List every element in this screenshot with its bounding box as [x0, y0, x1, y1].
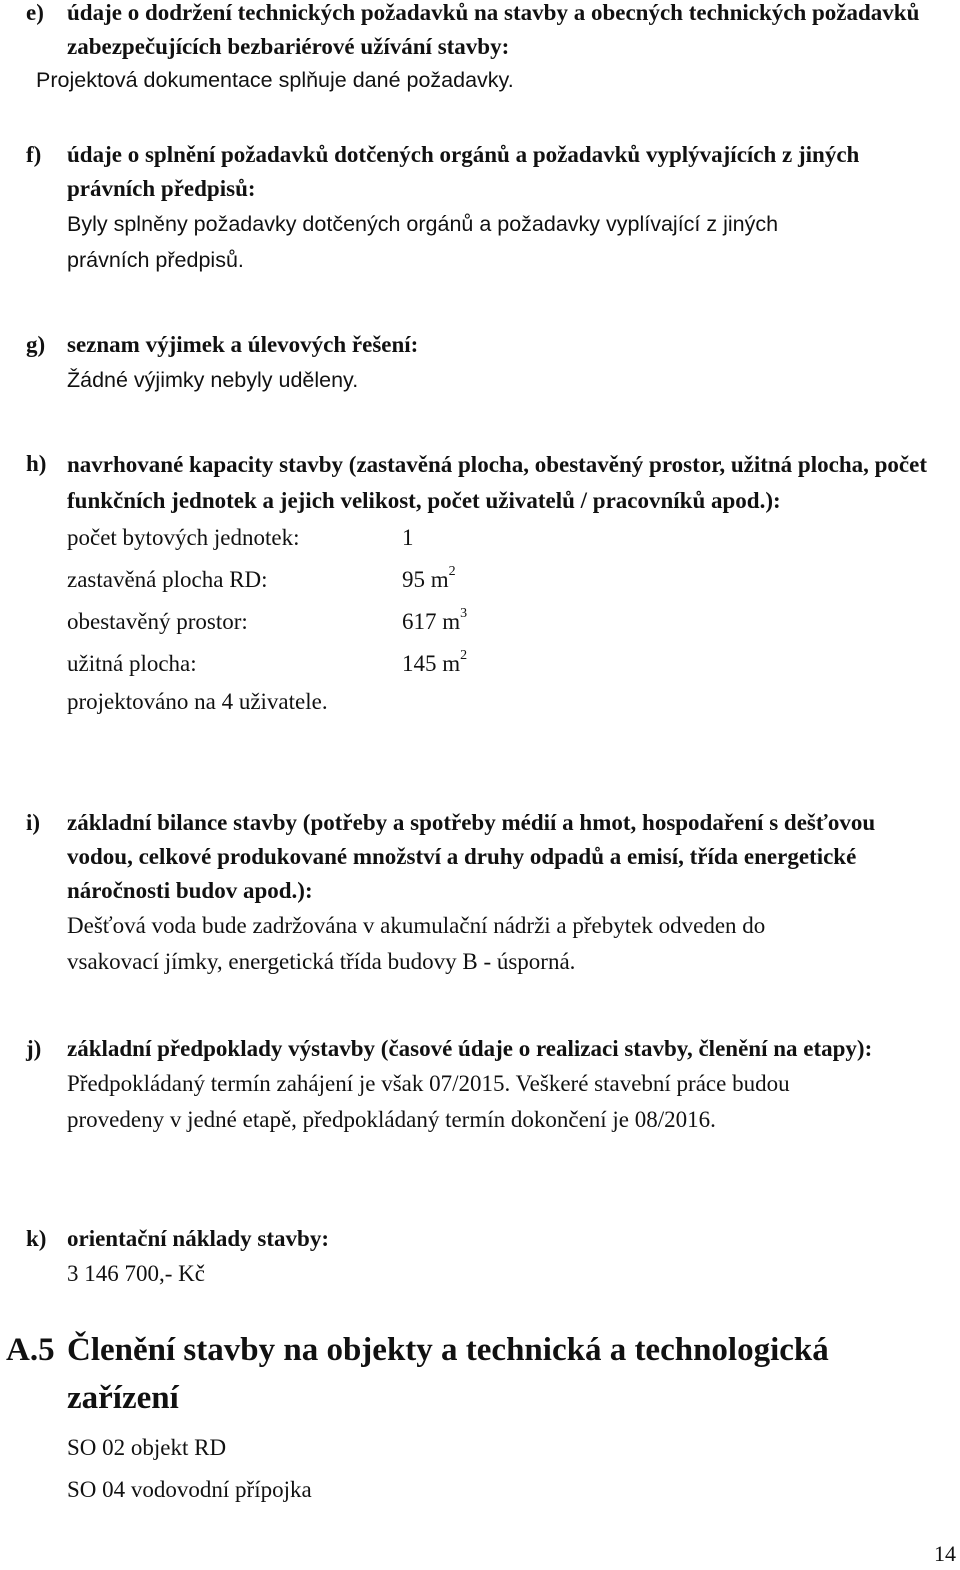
capacity-value: 617 $m^3$	[402, 606, 468, 634]
section-text: Dešťová voda bude zadržována v akumulační nádrži a přebytek odveden do	[67, 913, 766, 938]
capacity-row	[67, 519, 960, 561]
capacity-value: 1	[402, 525, 414, 550]
capacity-row	[67, 561, 960, 603]
capacity-value: 145 $m^2$	[402, 648, 468, 676]
chapter-heading	[6, 1326, 947, 1422]
page-number: 14	[934, 1541, 956, 1566]
section-h	[0, 447, 960, 717]
section-heading: seznam výjimek a úlevových řešení:	[67, 332, 419, 357]
section-heading: údaje o dodržení technických požadavků na stavby a obecných technických požadavků zabezpečujících bezbariérové užívání stavby:	[67, 0, 920, 59]
chapter-number: A.5	[6, 1332, 55, 1368]
section-k	[0, 1222, 960, 1292]
section-letter: i)	[26, 810, 41, 835]
capacity-label: počet bytových jednotek:	[67, 525, 300, 550]
object-item: SO 02 objekt RD	[67, 1435, 227, 1460]
section-heading: údaje o splnění požadavků dotčených orgánů a požadavků vyplývajících z jiných právních předpisů:	[67, 142, 860, 201]
section-text: 3 146 700,- Kč	[67, 1261, 205, 1286]
capacity-row	[67, 645, 960, 687]
section-text: Předpokládaný termín zahájení je však 07/2015. Veškeré stavební práce budou	[67, 1071, 790, 1096]
unit-exponent: 3	[460, 606, 468, 622]
section-letter: k)	[26, 1226, 47, 1251]
section-text: provedeny v jedné etapě, předpokládaný termín dokončení je 08/2016.	[67, 1107, 716, 1132]
section-i	[0, 806, 960, 980]
capacity-label: obestavěný prostor:	[67, 609, 248, 634]
object-list	[0, 1430, 960, 1508]
section-heading: základní předpoklady výstavby (časové údaje o realizaci stavby, členění na etapy):	[67, 1036, 873, 1061]
section-text: Žádné výjimky nebyly uděleny.	[67, 368, 359, 392]
section-e	[0, 0, 960, 96]
section-heading: navrhované kapacity stavby (zastavěná plocha, obestavěný prostor, užitná plocha, počet funkčních jednotek a jejich velikost, počet uživatelů / pracovníků apod.):	[67, 452, 927, 513]
section-text: právních předpisů.	[67, 248, 244, 272]
section-heading: orientační náklady stavby:	[67, 1226, 329, 1251]
capacity-value: 95 $m^2$	[402, 564, 456, 592]
section-text: Byly splněny požadavky dotčených orgánů a požadavky vyplívající z jiných	[67, 212, 779, 236]
section-heading: základní bilance stavby (potřeby a spotřeby médií a hmot, hospodaření s dešťovou vodou, celkové produkované množství a druhy odpadů a emisí, třída energetické náročnosti budov apod.):	[67, 810, 876, 903]
section-j	[0, 1032, 960, 1138]
capacity-row	[67, 603, 960, 645]
capacity-note: projektováno na 4 uživatele.	[67, 689, 328, 714]
section-f	[0, 138, 960, 278]
section-letter: h)	[26, 451, 47, 476]
unit-exponent: 2	[448, 564, 456, 580]
object-item: SO 04 vodovodní přípojka	[67, 1477, 312, 1502]
capacity-label: užitná plocha:	[67, 651, 197, 676]
chapter-title: Členění stavby na objekty a technická a technologická zařízení	[67, 1332, 829, 1416]
section-letter: e)	[26, 0, 44, 25]
section-g	[0, 328, 960, 398]
section-letter: f)	[26, 142, 42, 167]
section-text: Projektová dokumentace splňuje dané požadavky.	[36, 68, 514, 92]
unit-exponent: 2	[460, 648, 468, 664]
section-letter: j)	[26, 1036, 42, 1061]
section-letter: g)	[26, 332, 46, 357]
capacity-label: zastavěná plocha RD:	[67, 567, 268, 592]
section-text: vsakovací jímky, energetická třída budovy B - úsporná.	[67, 949, 576, 974]
